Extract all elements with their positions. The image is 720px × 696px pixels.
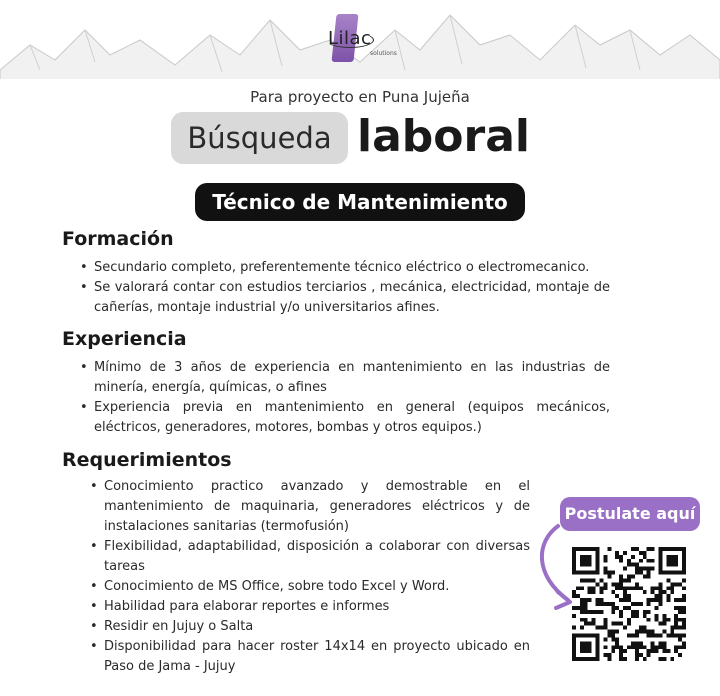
list-item: • Se valorará contar con estudios terciarios , mecánica, electricidad, montaje de cañerías, montaje industrial y/o universitarios afines. <box>78 278 610 318</box>
position-title: Técnico de Mantenimiento <box>195 183 525 221</box>
requerimientos-list <box>88 477 530 677</box>
qr-code-icon[interactable] <box>572 547 686 661</box>
logo-tagline: solutions <box>370 50 397 57</box>
list-item: • Conocimiento practico avanzado y demostrable en el mantenimiento de maquinaria, generadores eléctricos y de instalaciones sanitarias (termofusión) <box>88 477 530 537</box>
logo-wordmark: Lilac <box>328 28 372 49</box>
laboral-label: laboral <box>357 111 530 162</box>
section-requerimientos-title: Requerimientos <box>62 449 232 471</box>
formacion-list <box>78 258 610 318</box>
experiencia-list <box>78 358 610 438</box>
list-item: • Conocimiento de MS Office, sobre todo Excel y Word. <box>88 577 530 597</box>
project-subtitle: Para proyecto en Puna Jujeña <box>250 88 470 106</box>
list-item: • Experiencia previa en mantenimiento en general (equipos mecánicos, eléctricos, generadores, motores, bombas y otros equipos.) <box>78 398 610 438</box>
list-item: • Flexibilidad, adaptabilidad, disposición a colaborar con diversas tareas <box>88 537 530 577</box>
list-item: • Secundario completo, preferentemente técnico eléctrico o electromecanico. <box>78 258 610 278</box>
list-item: • Habilidad para elaborar reportes e informes <box>88 597 530 617</box>
section-experiencia-title: Experiencia <box>62 328 187 350</box>
section-formacion-title: Formación <box>62 228 174 250</box>
list-item: • Mínimo de 3 años de experiencia en mantenimiento en las industrias de minería, energía, químicas, o afines <box>78 358 610 398</box>
postulate-button[interactable]: Postulate aquí <box>560 497 700 531</box>
busqueda-label: Búsqueda <box>171 112 348 164</box>
list-item: • Residir en Jujuy o Salta <box>88 617 530 637</box>
list-item: • Disponibilidad para hacer roster 14x14 en proyecto ubicado en Paso de Jama - Jujuy <box>88 637 530 677</box>
lilac-logo <box>320 14 410 60</box>
